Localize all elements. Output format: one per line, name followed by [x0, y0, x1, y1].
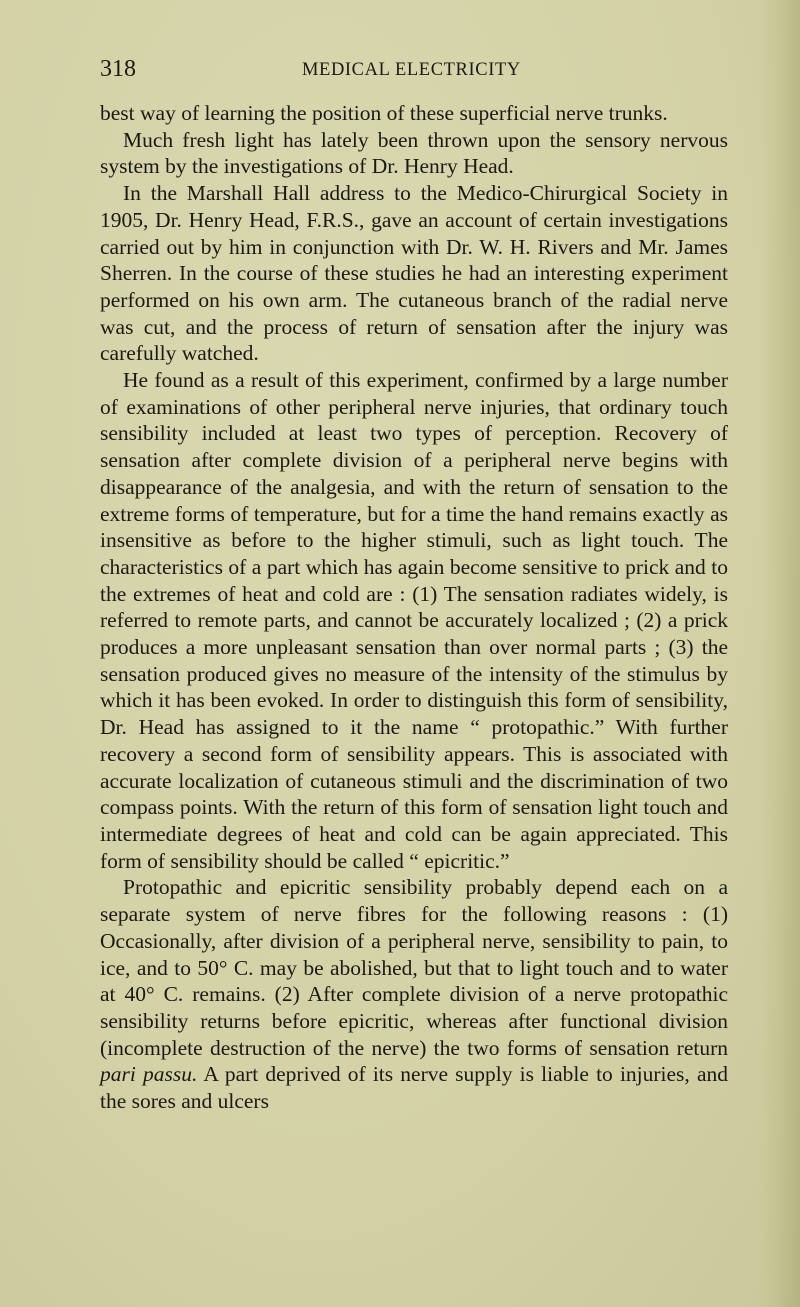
paragraph-continued: best way of learning the position of these superficial nerve trunks. — [100, 101, 668, 125]
paragraph-text: A part deprived of its nerve supply is liable to injuries, and the sores and ulcers — [100, 1062, 728, 1114]
page-number: 318 — [100, 56, 136, 82]
running-title: MEDICAL ELECTRICITY — [302, 60, 521, 80]
paragraph-separate-systems — [100, 874, 728, 1114]
paragraph-text: Protopathic and epicritic sensibility probably depend each on a separate system of nerve fibres for the following reasons : (1) Occasionally, after division of a peripheral nerve, sensibility to pain, to ice, and to 50° C. may be abolished, but that to light touch and to water at 40° C. remains. (2) After complete division of a nerve protopathic sensibility returns before epicritic, whereas after functional division (incomplete destruction of the nerve) the two forms of sensation return — [100, 875, 728, 1060]
paragraph-head-intro: Much fresh light has lately been thrown upon the sensory nervous system by the investigations of Dr. Henry Head. — [100, 127, 728, 179]
paragraph-protopathic-epicritic: He found as a result of this experiment, confirmed by a large number of examinations of other peripheral nerve injuries, that ordinary touch sensibility included at least two types of perception. Recovery of sensation after complete division of a peripheral nerve begins with disappearance of the analgesia, and with the return of sensation to the extreme forms of temperature, but for a time the hand remains exactly as insensitive as before to the higher stimuli, such as light touch. The characteristics of a part which has again become sensitive to prick and to the extremes of heat and cold are : (1) The sensation radiates widely, is referred to remote parts, and cannot be accurately localized ; (2) a prick produces a more unpleasant sensation than over normal parts ; (3) the sensation produced gives no measure of the intensity of the stimulus by which it has been evoked. In order to distinguish this form of sensibility, Dr. Head has assigned to it the name “ protopathic.” With further recovery a second form of sensibility appears. This is associated with accurate localization of cutaneous stimuli and the discrimination of two compass points. With the return of this form of sensation light touch and intermediate degrees of heat and cold can be again appreciated. This form of sensibility should be called “ epicritic.” — [100, 368, 728, 873]
running-head — [100, 54, 728, 84]
italic-phrase: pari passu. — [100, 1062, 198, 1087]
body-text — [100, 100, 728, 1115]
paragraph-marshall-hall-address: In the Marshall Hall address to the Medico-Chirurgical Society in 1905, Dr. Henry Head, F.R.S., gave an account of certain investigations carried out by him in conjunction with Dr. W. H. Rivers and Mr. James Sherren. In the course of these studies he had an interesting experiment performed on his own arm. The cutaneous branch of the radial nerve was cut, and the process of return of sensation after the injury was carefully watched. — [100, 181, 728, 366]
